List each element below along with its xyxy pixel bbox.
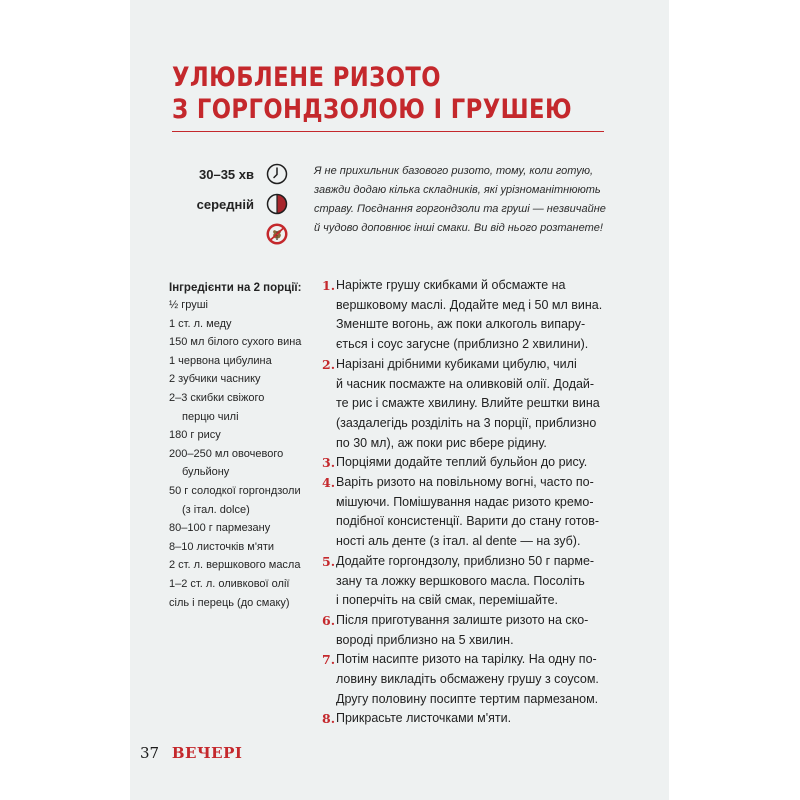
step-line: Нарізані дрібними кубиками цибулю, чилі (336, 356, 577, 371)
ingredient-item: 1 ст. л. меду (169, 317, 232, 330)
step-line: Наріжте грушу скибками й обсмажте на (336, 278, 566, 292)
step-line: вершковому маслі. Додайте мед і 50 мл вина. (336, 297, 603, 312)
ingredient-item: 1–2 ст. л. оливкової олії (169, 577, 290, 590)
ingredients-list (169, 296, 301, 612)
step-line: (заздалегідь розділіть на 3 порції, приблизно (336, 415, 597, 430)
step-line: Додайте горгондзолу, приблизно 50 г парме- (336, 553, 595, 568)
book-page (130, 0, 669, 800)
step-line: ється і соус загусне (приблизно 2 хвилини). (336, 337, 589, 352)
ingredient-item: 2 зубчики часнику (169, 373, 261, 386)
clock-icon (266, 163, 288, 185)
step-number: 3. (322, 455, 336, 471)
intro-line: й чудово доповнює інші смаки. Ви від нього розтанете! (314, 222, 603, 234)
section-title: ВЕЧЕРІ (171, 744, 243, 762)
ingredient-item: 8–10 листочків м'яти (169, 540, 275, 553)
step-line: подібної консистенції. Варити до стану готов- (336, 514, 600, 529)
cooking-time: 30–35 хв (199, 166, 254, 182)
step-line: й часник посмажте на оливковій олії. Додай- (336, 376, 595, 391)
step-number: 5. (322, 553, 336, 569)
recipe-title-line: УЛЮБЛЕНЕ РИЗОТО (172, 62, 441, 93)
step-item (322, 276, 602, 355)
step-number: 2. (322, 356, 336, 372)
step-item (322, 355, 602, 454)
intro-line: Я не прихильник базового ризото, тому, коли готую, (314, 165, 594, 177)
step-line: Прикрасьте листочками м'яти. (336, 711, 512, 726)
recipe-title (172, 62, 572, 126)
step-line: ловину викладіть обсмажену грушу з соусом. (336, 672, 599, 687)
ingredient-item: сіль і перець (до смаку) (169, 596, 290, 609)
difficulty-row (130, 193, 288, 215)
half-circle-icon (266, 193, 288, 215)
step-number: 6. (322, 612, 336, 628)
ingredient-item: бульйону (182, 466, 230, 479)
step-item (322, 453, 602, 473)
ingredient-item: 150 мл білого сухого вина (169, 336, 302, 349)
step-line: вороді приблизно на 5 хвилин. (336, 632, 514, 647)
ingredient-item: (з італ. dolce) (182, 503, 250, 516)
gluten-free-icon (266, 223, 288, 245)
page-number: 37 (140, 744, 160, 762)
step-line: по 30 мл), аж поки рис вбере рідину. (336, 435, 547, 450)
step-line: зану та ложку вершкового масла. Посоліть (336, 573, 585, 588)
recipe-title-line: З ГОРГОНДЗОЛОЮ І ГРУШЕЮ (172, 94, 572, 125)
step-line: ності аль денте (з італ. al dente — на зуб). (336, 534, 581, 549)
step-number: 7. (322, 652, 336, 668)
ingredient-item: 2–3 скибки свіжого (169, 391, 265, 404)
step-item (322, 611, 602, 650)
ingredients-heading: Інгредієнти на 2 порції: (169, 282, 302, 294)
difficulty-level: середній (196, 196, 254, 212)
ingredient-item: 80–100 г пармезану (169, 522, 271, 535)
step-line: те рис і смажте хвилину. Влийте рештки вина (336, 396, 600, 411)
step-item (322, 473, 602, 552)
step-line: мішуючи. Помішування надає ризото кремо- (336, 494, 594, 509)
recipe-intro (314, 162, 610, 238)
ingredient-item: 180 г рису (169, 429, 221, 442)
step-line: Варіть ризото на повільному вогні, часто по- (336, 475, 594, 490)
ingredient-item: 200–250 мл овочевого (169, 447, 284, 460)
step-item (322, 650, 602, 709)
step-item (322, 552, 602, 611)
step-number: 4. (322, 475, 336, 491)
steps-list (322, 276, 602, 729)
intro-line: завжди додаю кілька складників, які урізноманітнюють (314, 184, 601, 196)
ingredient-item: ½ груші (169, 299, 209, 311)
step-line: Порціями додайте теплий бульйон до рису. (336, 455, 588, 470)
step-item (322, 709, 602, 729)
ingredient-item: 50 г солодкої горгондзоли (169, 484, 301, 497)
ingredient-item: 2 ст. л. вершкового масла (169, 559, 301, 572)
step-number: 1. (322, 278, 336, 293)
time-row (130, 163, 288, 185)
step-line: Зменште вогонь, аж поки алкоголь випару- (336, 317, 586, 332)
step-line: Після приготування залиште ризото на ско- (336, 612, 589, 627)
diet-row (130, 223, 288, 245)
page-footer (140, 744, 242, 762)
step-line: Потім насипте ризото на тарілку. На одну по- (336, 652, 597, 667)
ingredient-item: 1 червона цибулина (169, 354, 272, 367)
ingredient-item: перцю чилі (182, 410, 239, 423)
step-line: і поперчіть на свій смак, перемішайте. (336, 593, 558, 608)
step-line: Другу половину посипте тертим пармезаном. (336, 691, 599, 706)
step-number: 8. (322, 711, 336, 727)
title-divider (172, 131, 604, 132)
intro-line: страву. Поєднання горгондзоли та груші — незвичайне (314, 203, 606, 215)
